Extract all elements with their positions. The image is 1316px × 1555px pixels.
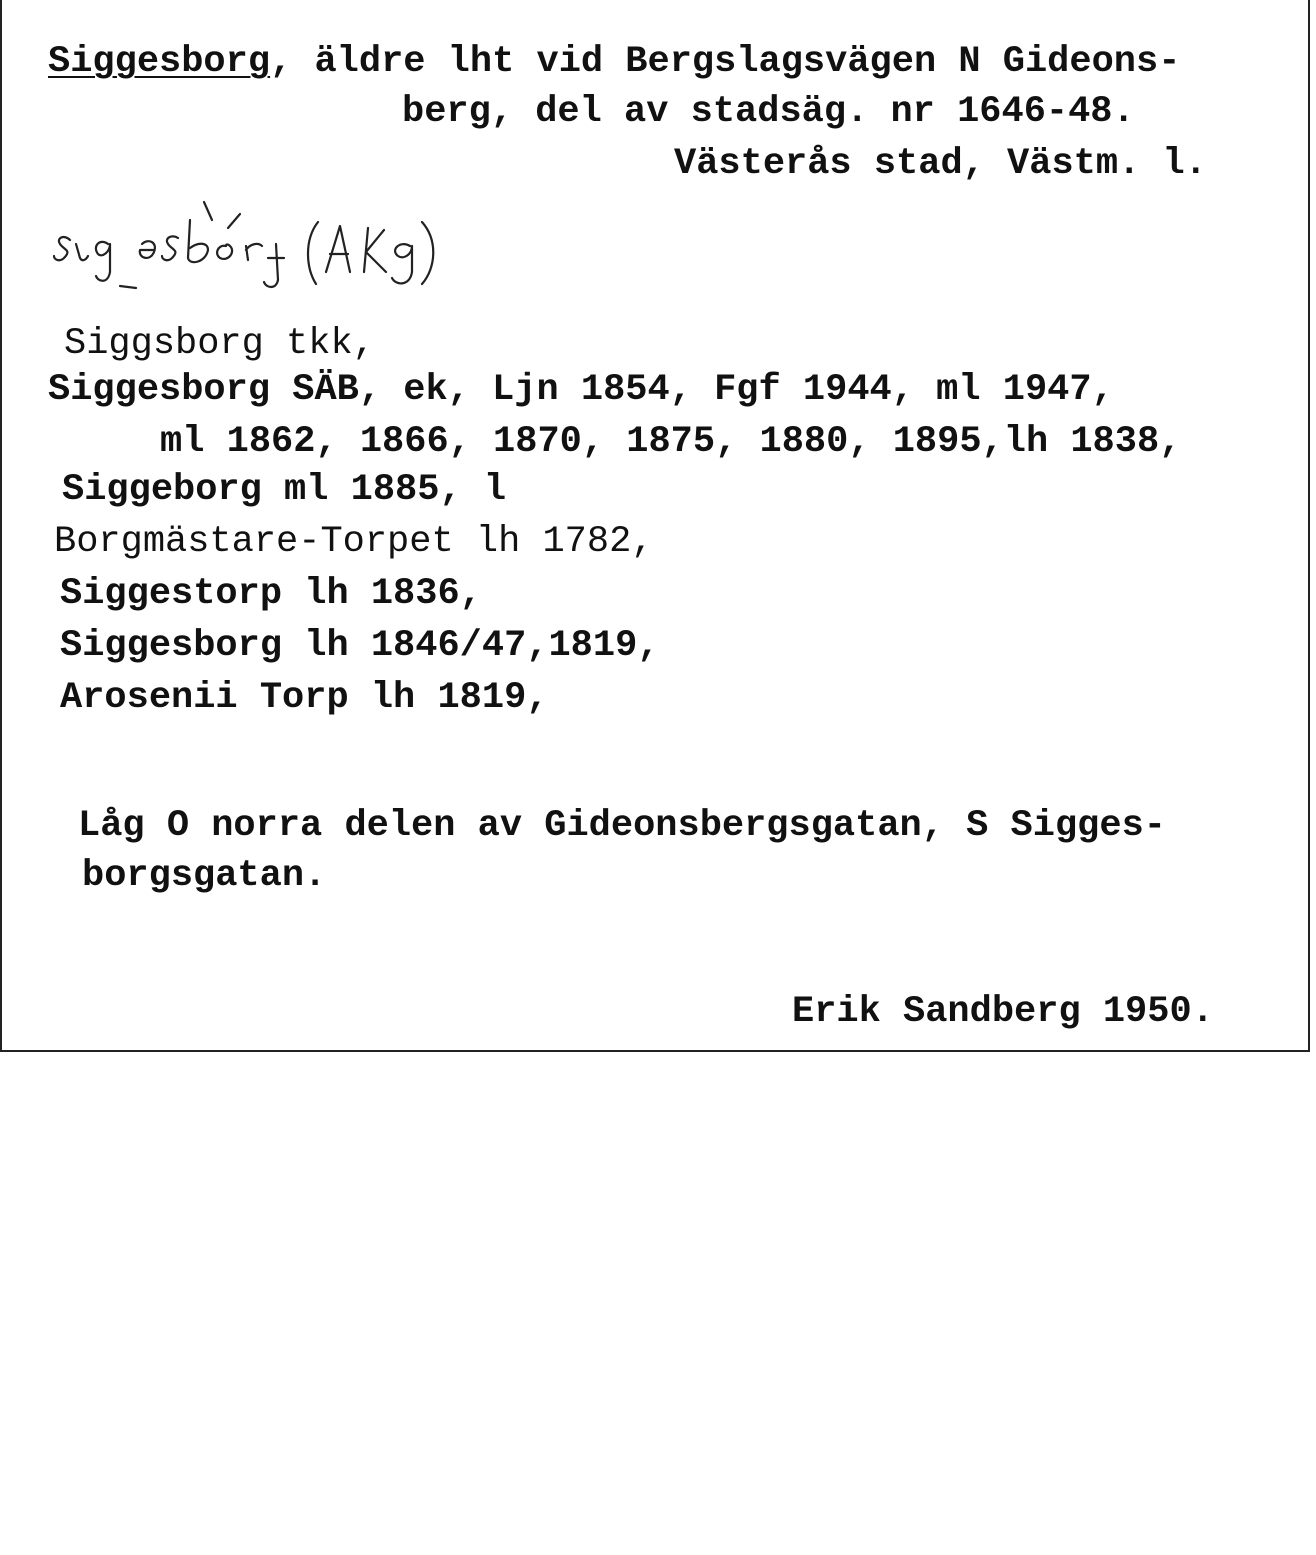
author-signature: Erik Sandberg 1950.	[792, 991, 1214, 1033]
form-line-4: Siggeborg ml 1885, l	[62, 469, 507, 511]
form-line-3: ml 1862, 1866, 1870, 1875, 1880, 1895,lh 1838,	[160, 421, 1182, 463]
place-name-title: Siggesborg	[48, 41, 271, 83]
header-line-3: Västerås stad, Västm. l.	[674, 143, 1207, 185]
header-line-2: berg, del av stadsäg. nr 1646-48.	[402, 91, 1135, 133]
form-line-1: Siggsborg tkk,	[64, 323, 375, 365]
form-line-6: Siggestorp lh 1836,	[60, 573, 482, 615]
location-line-1: Låg O norra delen av Gideonsbergsgatan, S Sigges-	[78, 805, 1166, 847]
handwritten-pronunciation	[50, 192, 550, 312]
header-line-1	[48, 42, 1180, 82]
form-line-8: Arosenii Torp lh 1819,	[60, 677, 549, 719]
handwritten-pronunciation-text: sigəsbórj (AKg)	[50, 192, 57, 193]
form-line-2: Siggesborg SÄB, ek, Ljn 1854, Fgf 1944, ml 1947,	[48, 369, 1114, 411]
form-line-7: Siggesborg lh 1846/47,1819,	[60, 625, 660, 667]
form-line-5: Borgmästare-Torpet lh 1782,	[54, 521, 654, 563]
header-line-1-rest: , äldre lht vid Bergslagsvägen N Gideons-	[270, 41, 1181, 83]
location-line-2: borgsgatan.	[82, 855, 327, 897]
